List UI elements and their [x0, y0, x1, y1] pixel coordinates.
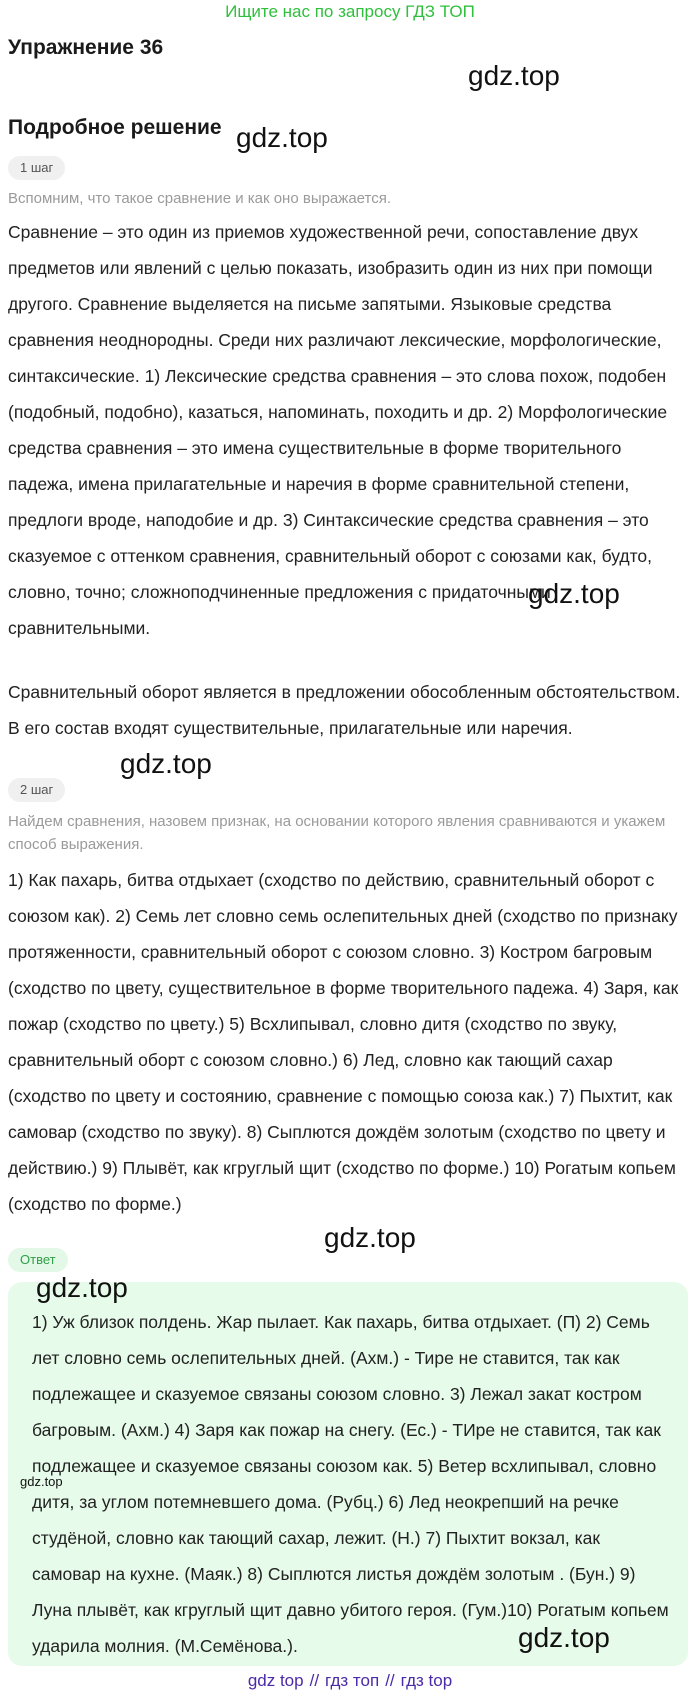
solution-title: Подробное решение — [8, 116, 222, 139]
watermark: gdz.top — [518, 1622, 610, 1653]
footer-separator: // — [309, 1671, 320, 1690]
watermark: gdz.top — [236, 122, 328, 153]
answer-badge: Ответ — [8, 1248, 68, 1272]
step-badge: 1 шаг — [8, 156, 65, 180]
exercise-title: Упражнение 36 — [8, 36, 164, 59]
footer-link-gdz-top-mixed[interactable]: гдз top — [400, 1671, 453, 1690]
step-hint: Найдем сравнения, назовем признак, на основании которого явления сравниваются и укажем способ выражения. — [8, 813, 666, 853]
step-badge: 2 шаг — [8, 778, 65, 802]
watermark: gdz.top — [528, 578, 620, 609]
footer-separator: // — [385, 1671, 395, 1690]
step-hint: Вспомним, что такое сравнение и как оно выражается. — [8, 190, 391, 207]
footer-link-gdz-top-ru[interactable]: гдз топ — [325, 1671, 380, 1690]
footer-link-gdz-top[interactable]: gdz top — [247, 1671, 304, 1690]
footer-links — [0, 1668, 700, 1694]
watermark: gdz.top — [36, 1272, 128, 1303]
top-banner[interactable]: Ищите нас по запросу ГДЗ ТОП — [225, 2, 475, 21]
watermark: gdz.top — [20, 1474, 63, 1489]
watermark: gdz.top — [120, 748, 212, 779]
answer-text: 1) Уж близок полдень. Жар пылает. Как пахарь, битва отдыхает. (П) 2) Семь лет словно семь ослепительных дней. (Ахм.) - Тире не ставится, так как подлежащее и сказуемое связаны союзом словно. 3) Лежал закат костром багровым. (Ахм.) 4) Заря как пожар на снегу. (Ес.) - ТИре не ставится, так как подлежащее и сказуемое связаны союзом как. 5) Ветер всхлипывал, словно дитя, за углом потемневшего дома. (Рубц.) 6) Лед неокрепший на речке студёной, словно как тающий сахар, лежит. (Н.) 7) Пыхтит вокзал, как самовар на кухне. (Маяк.) 8) Сыплются листья дождём золотым . (Бун.) 9) Луна плывёт, как кгруглый щит давно убитого героя. (Гум.)10) Рогатым копьем ударила молния. (М.Семёнова.). — [32, 1312, 669, 1656]
step-paragraph: Сравнение – это один из приемов художественной речи, сопоставление двух предметов или явлений с целью показать, изобразить один из них при помощи другого. Сравнение выделяется на письме запятыми. Языковые средства сравнения неоднородны. Среди них различают лексические, морфологические, синтаксические. 1) Лексические средства сравнения – это слова похож, подобен (подобный, подобно), казаться, напоминать, походить и др. 2) Морфологические средства сравнения – это имена существительные в форме творительного падежа, имена прилагательные и наречия в форме сравнительной степени, предлоги вроде, наподобие и др. 3) Синтаксические средства сравнения – это сказуемое с оттенком сравнения, сравнительный оборот с союзами как, будто, словно, точно; сложноподчиненные предложения с придаточными сравнительными. — [8, 222, 668, 638]
step-paragraph: 1) Как пахарь, битва отдыхает (сходство по действию, сравнительный оборот с союзом как). 2) Семь лет словно семь ослепительных дней (сходство по признаку протяженности, сравнительный оборот с союзом словно. 3) Костром багровым (сходство по цвету, существительное в форме творительного падежа. 4) Заря, как пожар (сходство по цвету.) 5) Всхлипывал, словно дитя (сходство по звуку, сравнительный оборт с союзом словно.) 6) Лед, словно как тающий сахар (сходство по цвету и состоянию, сравнение с помощью союза как.) 7) Пыхтит, как самовар (сходство по звуку). 8) Сыплются дождём золотым (сходство по цвету и действию.) 9) Плывёт, как кгруглый щит (сходство по форме.) 10) Рогатым копьем (сходство по форме.) — [8, 870, 679, 1214]
step-paragraph: Сравнительный оборот является в предложении обособленным обстоятельством. В его состав входят существительные, прилагательные или наречия. — [8, 682, 681, 738]
watermark: gdz.top — [324, 1222, 416, 1253]
watermark: gdz.top — [468, 60, 560, 91]
